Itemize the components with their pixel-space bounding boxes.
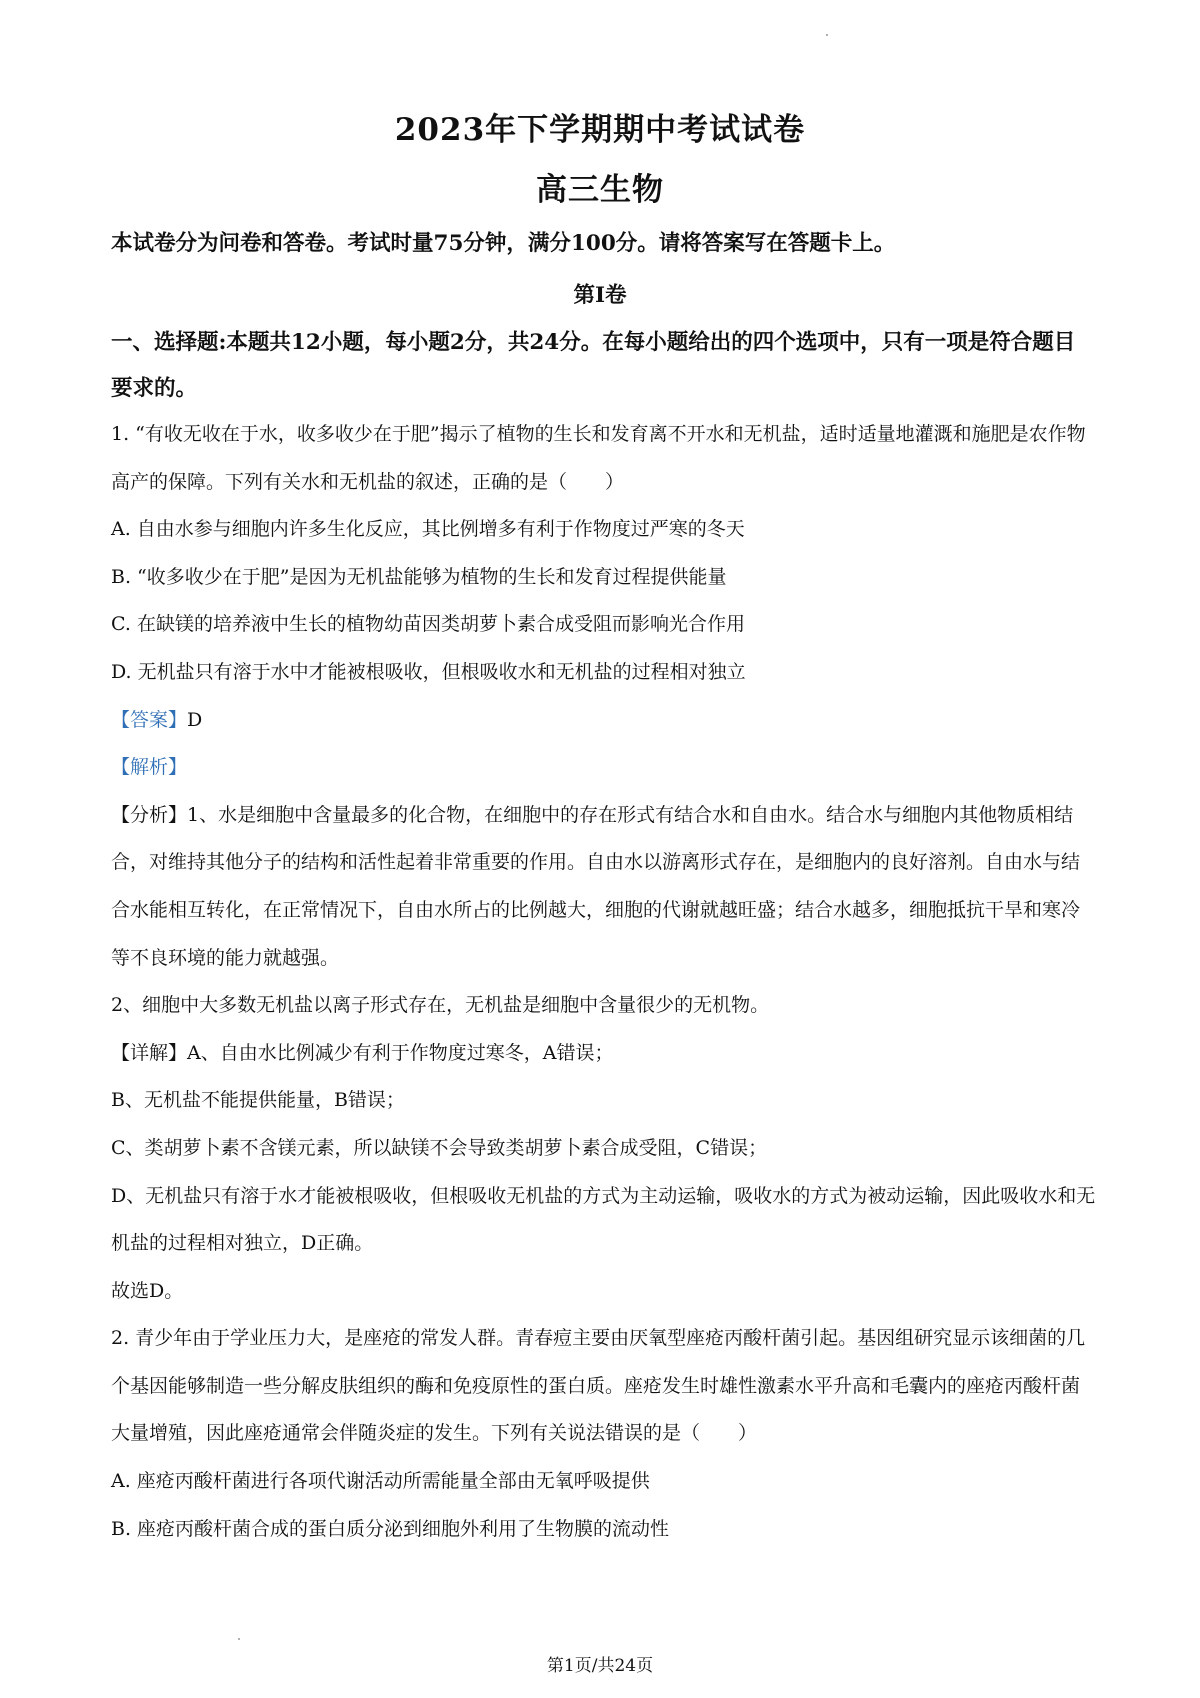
analysis-line: [111, 744, 1096, 792]
question-1-option-a: A. 自由水参与细胞内许多生化反应，其比例增多有利于作物度过严寒的冬天: [111, 518, 745, 541]
analysis-tag: 【解析】: [111, 756, 188, 779]
answer-line: [111, 697, 1096, 745]
exam-title: 2023年下学期期中考试试卷: [394, 112, 806, 148]
section-heading: 一、选择题:本题共12小题，每小题2分，共24分。在每小题给出的四个选项中，只有一项是符合题目要求的。: [111, 330, 1076, 401]
exam-subject: 高三生物: [536, 172, 664, 208]
analysis-paragraph: C、类胡萝卜素不含镁元素，所以缺镁不会导致类胡萝卜素合成受阻，C错误；: [111, 1136, 768, 1159]
answer-tag: 【答案】: [111, 708, 188, 731]
question-2-option-a: A. 座疮丙酸杆菌进行各项代谢活动所需能量全部由无氧呼吸提供: [111, 1470, 650, 1493]
analysis-paragraph: D、无机盐只有溶于水才能被根吸收，但根吸收无机盐的方式为主动运输，吸收水的方式为被动运输，因此吸收水和无机盐的过程相对独立，D正确。: [111, 1184, 1096, 1255]
exam-instructions: 本试卷分为问卷和答卷。考试时量75分钟，满分100分。请将答案写在答题卡上。: [111, 231, 896, 256]
analysis-paragraph: 【详解】A、自由水比例减少有利于作物度过寒冬，A错误；: [111, 1041, 614, 1064]
answer-value: D: [187, 708, 203, 731]
question-1-option-b: B. “收多收少在于肥”是因为无机盐能够为植物的生长和发育过程提供能量: [111, 565, 727, 588]
question-2-option-b: B. 座疮丙酸杆菌合成的蛋白质分泌到细胞外利用了生物膜的流动性: [111, 1517, 670, 1540]
question-1-stem: 1. “有收无收在于水，收多收少在于肥”揭示了植物的生长和发育离不开水和无机盐，适时适量地灌溉和施肥是农作物高产的保障。下列有关水和无机盐的叙述，正确的是（ ）: [111, 423, 1086, 493]
analysis-paragraph: B、无机盐不能提供能量，B错误；: [111, 1089, 405, 1112]
question-1-option-c: C. 在缺镁的培养液中生长的植物幼苗因类胡萝卜素合成受阻而影响光合作用: [111, 613, 745, 636]
scan-speck: [238, 1638, 240, 1640]
question-body: [111, 411, 1096, 1553]
page-footer: 第1页/共24页: [546, 1656, 654, 1676]
question-2-stem: 2. 青少年由于学业压力大，是座疮的常发人群。青春痘主要由厌氧型座疮丙酸杆菌引起。基因组研究显示该细菌的几个基因能够制造一些分解皮肤组织的酶和免疫原性的蛋白质。座疮发生时雄性激素水平升高和毛囊内的座疮丙酸杆菌大量增殖，因此座疮通常会伴随炎症的发生。下列有关说法错误的是（ ）: [111, 1327, 1086, 1445]
analysis-paragraph: 2、细胞中大多数无机盐以离子形式存在，无机盐是细胞中含量很少的无机物。: [111, 994, 770, 1017]
analysis-paragraph: 故选D。: [111, 1279, 184, 1302]
analysis-paragraph: 【分析】1、水是细胞中含量最多的化合物，在细胞中的存在形式有结合水和自由水。结合水与细胞内其他物质相结合，对维持其他分子的结构和活性起着非常重要的作用。自由水以游离形式存在，是细胞内的良好溶剂。自由水与结合水能相互转化，在正常情况下，自由水所占的比例越大，细胞的代谢就越旺盛；结合水越多，细胞抵抗干旱和寒冷等不良环境的能力就越强。: [111, 803, 1081, 969]
scan-speck: [826, 34, 828, 36]
question-1-option-d: D. 无机盐只有溶于水中才能被根吸收，但根吸收水和无机盐的过程相对独立: [111, 660, 746, 683]
volume-heading: 第I卷: [573, 283, 627, 308]
